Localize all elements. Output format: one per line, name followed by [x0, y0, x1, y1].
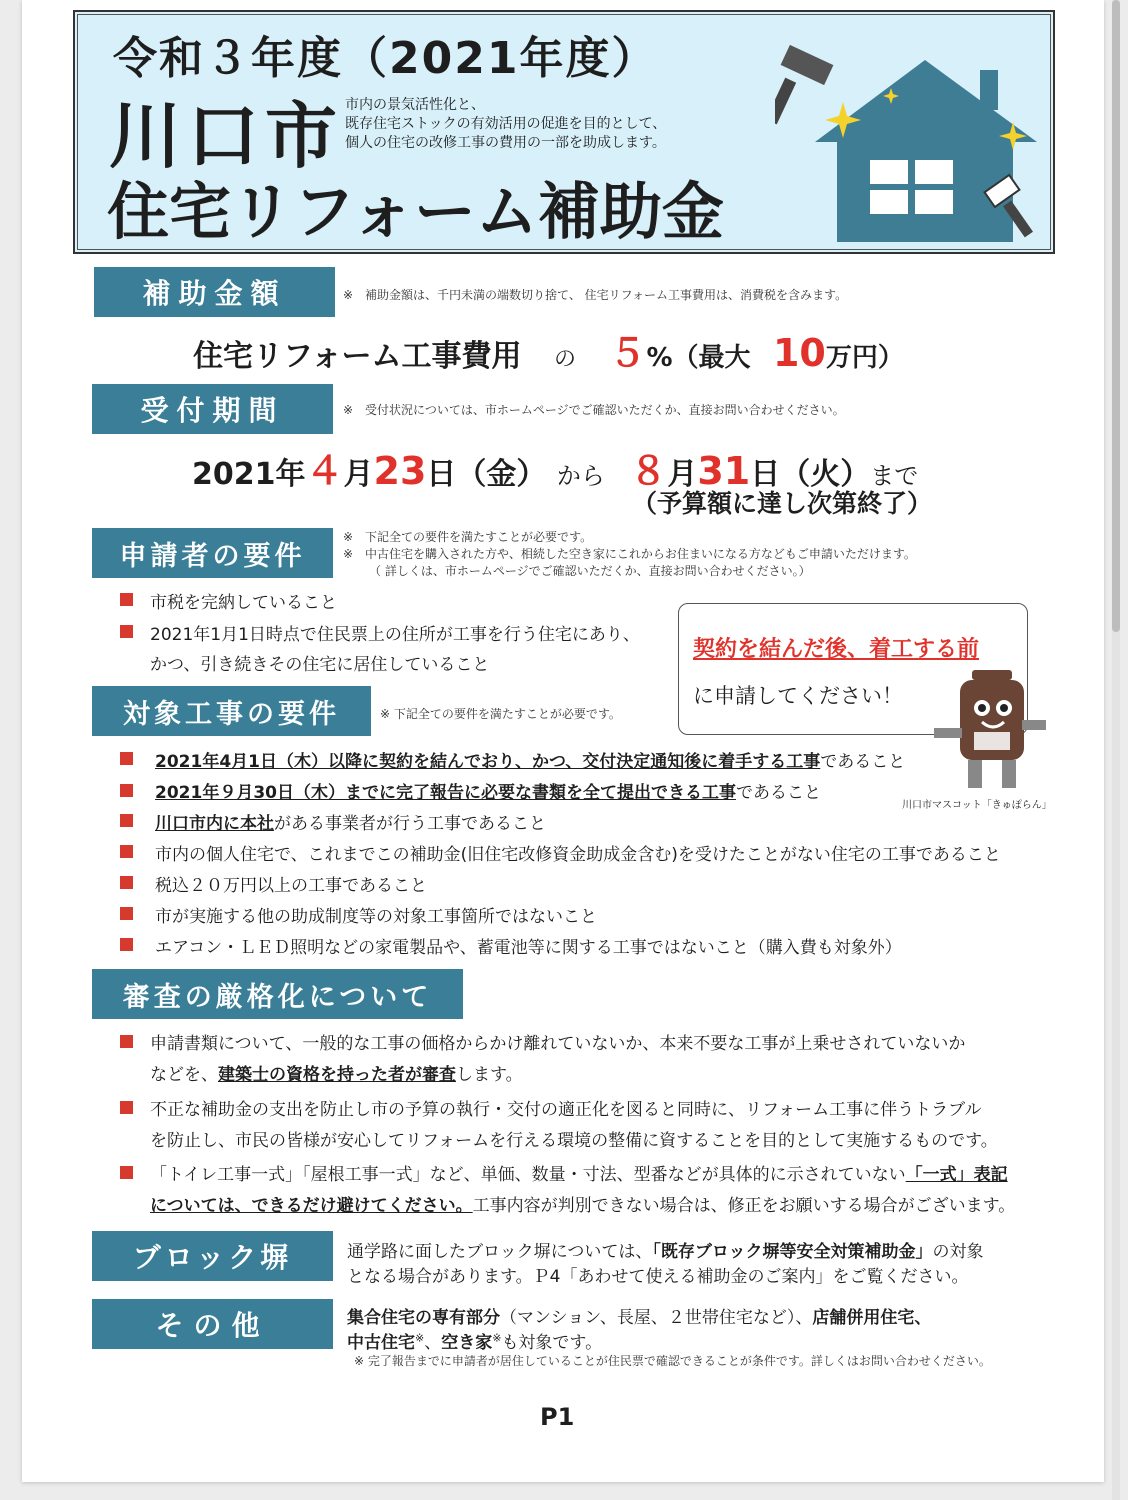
section-label-review: 審査の厳格化について: [92, 969, 463, 1019]
section-label-block: ブロック塀: [92, 1231, 333, 1281]
works-item-rest: であること: [820, 752, 906, 772]
works-item-rest: がある事業者が行う工事であること: [274, 814, 546, 834]
section-label-period: 受付期間: [92, 384, 333, 434]
review-line: [150, 1160, 1008, 1185]
works-item-bold: 川口市内に本社: [155, 814, 274, 834]
bullet-icon: [120, 1035, 133, 1048]
other-line: [347, 1303, 931, 1328]
works-item: 市が実施する他の助成制度等の対象工事箇所ではないこと: [155, 907, 597, 927]
period-until: まで: [870, 462, 919, 490]
house-illustration: [775, 30, 1045, 245]
callout-line1: 契約を結んだ後、着工する前: [693, 637, 980, 662]
header-year: 令和３年度（2021年度）: [113, 33, 658, 84]
period-from: から: [556, 462, 605, 490]
review-bold: 建築士の資格を持った者が審査: [218, 1065, 456, 1085]
header-desc-line: 市内の景気活性化と、: [345, 97, 485, 113]
hammer-icon: [775, 45, 833, 124]
works-item-rest: であること: [735, 783, 821, 803]
amount-note: ※ 補助金額は、千円未満の端数切り捨て、 住宅リフォーム工事費用は、消費税を含みます。: [343, 288, 848, 302]
other-note: ※ 完了報告までに申請者が居住していることが住民票で確認できることが条件です。詳しくはお問い合わせください。: [354, 1354, 991, 1368]
bullet-icon: [120, 1166, 133, 1179]
works-item: エアコン・ＬＥＤ照明などの家電製品や、蓄電池等に関する工事ではないこと（購入費も対象外）: [155, 938, 902, 958]
period-end-weekday: 日（火）: [750, 457, 871, 492]
works-item-bold: 2021年９月30日（木）までに完了報告に必要な書類を全て提出できる工事: [155, 783, 736, 803]
bullet-icon: [120, 938, 133, 951]
applicant-item: かつ、引き続きその住宅に居住していること: [150, 655, 490, 675]
other-text: 、: [424, 1333, 442, 1353]
works-item: 市内の個人住宅で、これまでこの補助金(旧住宅改修資金助成金含む)を受けたことがない住宅の工事であること: [155, 845, 1001, 865]
other-sup: ※: [492, 1331, 502, 1345]
block-bold: 「既存ブロック塀等安全対策補助金」: [652, 1242, 933, 1262]
period-note: ※ 受付状況については、市ホームページでご確認いただくか、直接お問い合わせください。: [343, 403, 845, 417]
block-line: [347, 1237, 984, 1262]
section-label-applicant: 申請者の要件: [92, 528, 333, 578]
amount-line: [193, 322, 904, 377]
mascot-icon: [930, 670, 1050, 795]
works-item: 税込２０万円以上の工事であること: [155, 876, 427, 896]
review-line: を防止し、市民の皆様が安心してリフォームを行える環境の整備に資することを目的として実施するものです。: [150, 1131, 998, 1151]
amount-rate-unit: %（最大: [646, 343, 751, 373]
applicant-note: （ 詳しくは、市ホームページでご確認いただくか、直接お問い合わせください。）: [369, 564, 811, 578]
bullet-icon: [120, 1101, 133, 1114]
amount-max-unit: 万円）: [825, 343, 904, 373]
other-text: （マンション、長屋、２世帯住宅など）、: [500, 1308, 813, 1328]
bullet-icon: [120, 907, 133, 920]
header-title: 住宅リフォーム補助金: [107, 175, 724, 248]
works-note: ※ 下記全ての要件を満たすことが必要です。: [380, 707, 621, 721]
works-item-bold: 2021年4月1日（木）以降に契約を結んでおり、かつ、交付決定通知後に着手する工事: [155, 752, 821, 772]
review-text: します。: [456, 1065, 523, 1085]
bullet-icon: [120, 752, 133, 765]
period-budget: （予算額に達し次第終了）: [632, 489, 933, 518]
review-line: 不正な補助金の支出を防止し市の予算の執行・交付の適正化を図ると同時に、リフォーム工事に伴うトラブル: [150, 1100, 982, 1120]
other-bold: 空き家: [441, 1333, 493, 1353]
review-text: 工事内容が判別できない場合は、修正をお願いする場合がございます。: [472, 1196, 1016, 1216]
amount-line-text: 住宅リフォーム工事費用: [193, 339, 522, 374]
block-text: の対象: [932, 1242, 984, 1262]
works-item: [155, 809, 546, 834]
section-label-works: 対象工事の要件: [92, 686, 371, 736]
bullet-icon: [120, 845, 133, 858]
period-month-char: 月: [667, 457, 698, 492]
header-city: 川口市: [109, 94, 344, 178]
scrollbar-thumb[interactable]: [1112, 0, 1120, 632]
header-description: [345, 96, 666, 153]
review-text: などを、: [150, 1065, 218, 1085]
page-number: P1: [540, 1403, 575, 1431]
amount-rate: ５: [608, 331, 647, 375]
applicant-note: ※ 下記全ての要件を満たすことが必要です。: [343, 530, 593, 544]
period-month-char: 月: [343, 457, 374, 492]
amount-of: の: [553, 347, 576, 372]
review-bold: 「一式」表記: [905, 1165, 1008, 1185]
mascot-caption: 川口市マスコット「きゅぽらん」: [902, 800, 1052, 811]
applicant-notes: [343, 529, 916, 580]
header-desc-line: 個人の住宅の改修工事の費用の一部を助成します。: [345, 135, 666, 151]
review-text: 「トイレ工事一式」「屋根工事一式」など、単価、数量・寸法、型番などが具体的に示されていない: [150, 1165, 906, 1185]
applicant-note: ※ 中古住宅を購入された方や、相続した空き家にこれからお住まいになる方などもご申請いただけます。: [343, 547, 916, 561]
other-bold: 店舗併用住宅、: [812, 1308, 932, 1328]
other-text: も対象です。: [501, 1333, 603, 1353]
review-line: 申請書類について、一般的な工事の価格からかけ離れていないか、本来不要な工事が上乗せされていないか: [150, 1034, 966, 1054]
other-bold: 集合住宅の専有部分: [347, 1308, 500, 1328]
section-label-amount: 補助金額: [94, 267, 335, 317]
applicant-item: 2021年1月1日時点で住民票上の住所が工事を行う住宅にあり、: [150, 625, 640, 645]
bullet-icon: [120, 876, 133, 889]
period-end-month: ８: [629, 449, 668, 493]
period-start-day: 23: [373, 449, 427, 493]
amount-max: 10: [772, 331, 826, 375]
header-desc-line: 既存住宅ストックの有効活用の促進を目的として、: [345, 116, 667, 132]
review-bold: については、できるだけ避けてください。: [150, 1196, 473, 1216]
works-item: [155, 778, 821, 803]
applicant-item: 市税を完納していること: [150, 593, 337, 613]
house-roof-icon: [815, 60, 1037, 242]
block-line: となる場合があります。Ｐ4「あわせて使える補助金のご案内」をご覧ください。: [347, 1267, 969, 1287]
other-sup: ※: [415, 1331, 425, 1345]
period-start-month: ４: [305, 449, 344, 493]
other-line: [347, 1328, 602, 1353]
bullet-icon: [120, 814, 133, 827]
section-label-other: その他: [92, 1299, 333, 1349]
header-banner: [73, 10, 1055, 254]
callout-line2: に申請してください！: [693, 684, 903, 708]
works-item: [155, 747, 905, 772]
bullet-icon: [120, 593, 133, 606]
review-line: [150, 1060, 523, 1085]
block-text: 通学路に面したブロック塀については、: [347, 1242, 653, 1262]
period-start-year: 2021年: [192, 457, 306, 492]
review-line: [150, 1191, 1015, 1216]
period-start-weekday: 日（金）: [426, 457, 547, 492]
bullet-icon: [120, 784, 133, 797]
other-bold: 中古住宅: [347, 1333, 415, 1353]
period-end-day: 31: [697, 449, 751, 493]
bullet-icon: [120, 625, 133, 638]
